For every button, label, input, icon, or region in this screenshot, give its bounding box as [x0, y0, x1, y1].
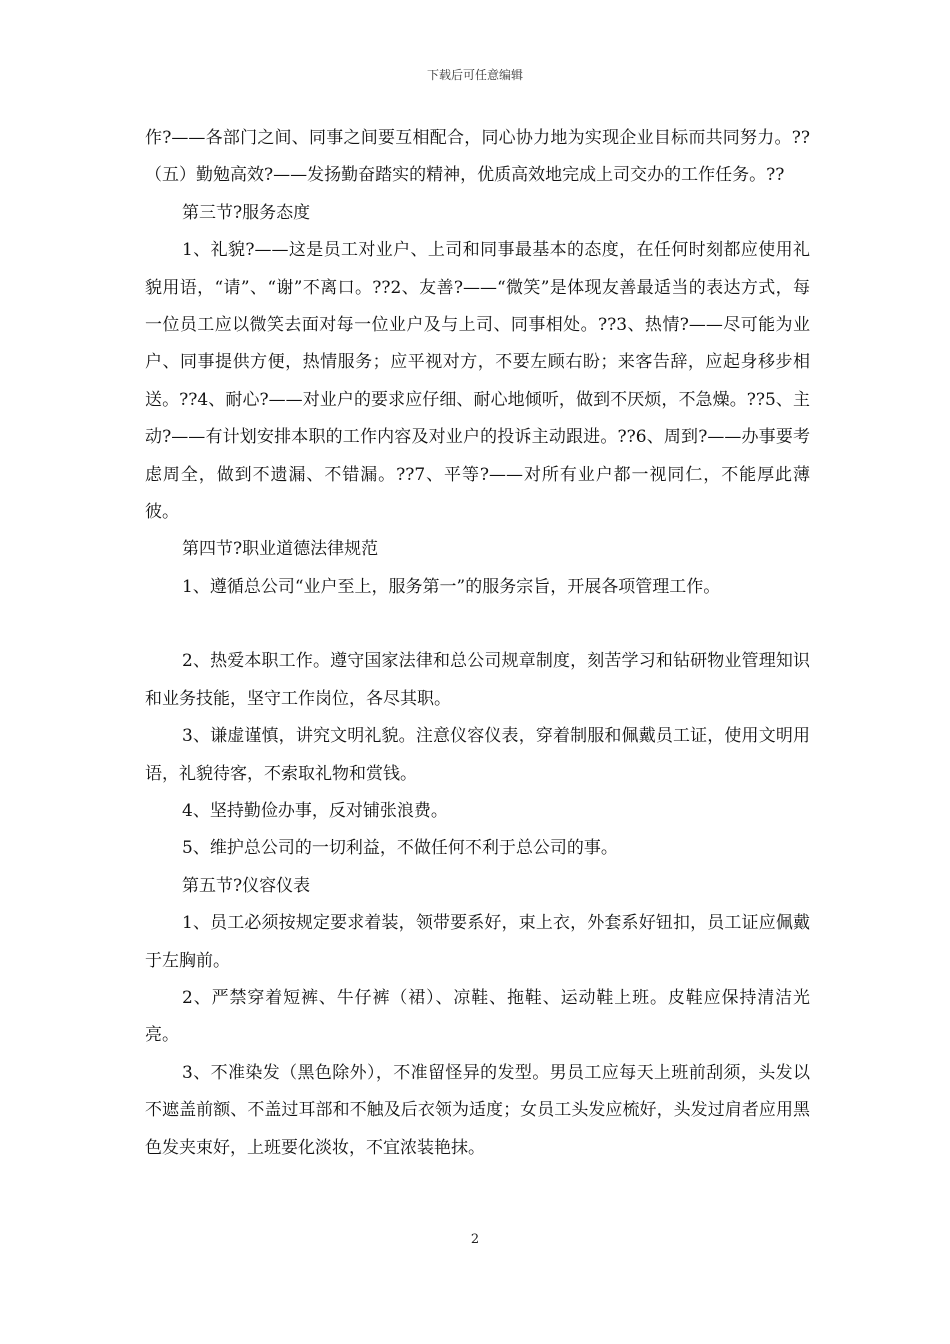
- paragraph: 1、遵循总公司“业户至上，服务第一”的服务宗旨，开展各项管理工作。: [182, 576, 721, 597]
- section-heading: 第四节?职业道德法律规范: [182, 539, 379, 560]
- page-number: 2: [470, 1232, 480, 1247]
- paragraph: 3、不准染发（黑色除外），不准留怪异的发型。男员工应每天上班前刮须，头发以不遮盖前额、不盖过耳部和不触及后衣领为适度；女员工头发应梳好，头发过肩者应用黑色发夹束好，上班要化淡妆，不宜浓装艳抹。: [145, 1062, 810, 1158]
- paragraph-gap: [145, 606, 810, 643]
- paragraph: 1、员工必须按规定要求着装，领带要系好，束上衣，外套系好钮扣，员工证应佩戴于左胸前。: [145, 913, 810, 971]
- paragraph: 4、坚持勤俭办事，反对铺张浪费。: [182, 800, 448, 821]
- section-heading: 第三节?服务态度: [182, 202, 311, 223]
- page-header: 下载后可任意编辑: [426, 68, 523, 82]
- section-heading: 第五节?仪容仪表: [182, 875, 311, 896]
- paragraph: 5、维护总公司的一切利益，不做任何不利于总公司的事。: [182, 838, 618, 859]
- paragraph: 2、严禁穿着短裤、牛仔裤（裙）、凉鞋、拖鞋、运动鞋上班。皮鞋应保持清洁光亮。: [145, 987, 810, 1046]
- paragraph: 1、礼貌?——这是员工对业户、上司和同事最基本的态度，在任何时刻都应使用礼貌用语，“请”、“谢”不离口。??2、友善?——“微笑”是体现友善最适当的表达方式，每一位员工应以微笑去面对每一位业户及与上司、同事相处。??3、热情?——尽可能为业户、同事提供方便，热情服务；应平视对方，不要左顾右盼；来客告辞，应起身移步相送。??4、耐心?——对业户的要求应仔细、耐心地倾听，做到不厌烦，不急燥。??5、主动?——有计划安排本职的工作内容及对业户的投诉主动跟进。??6、周到?——办事要考虑周全，做到不遗漏、不错漏。??7、平等?——对所有业户都一视同仁，不能厚此薄彼。: [145, 240, 810, 523]
- paragraph: 3、谦虚谨慎，讲究文明礼貌。注意仪容仪表，穿着制服和佩戴员工证，使用文明用语，礼貌待客，不索取礼物和赏钱。: [145, 726, 810, 784]
- paragraph: 作?——各部门之间、同事之间要互相配合，同心协力地为实现企业目标而共同努力。??（五）勤勉高效?——发扬勤奋踏实的精神，优质高效地完成上司交办的工作任务。??: [145, 128, 810, 186]
- document-body: [145, 120, 810, 1167]
- paragraph: 2、热爱本职工作。遵守国家法律和总公司规章制度，刻苦学习和钻研物业管理知识和业务技能，坚守工作岗位，各尽其职。: [145, 651, 810, 709]
